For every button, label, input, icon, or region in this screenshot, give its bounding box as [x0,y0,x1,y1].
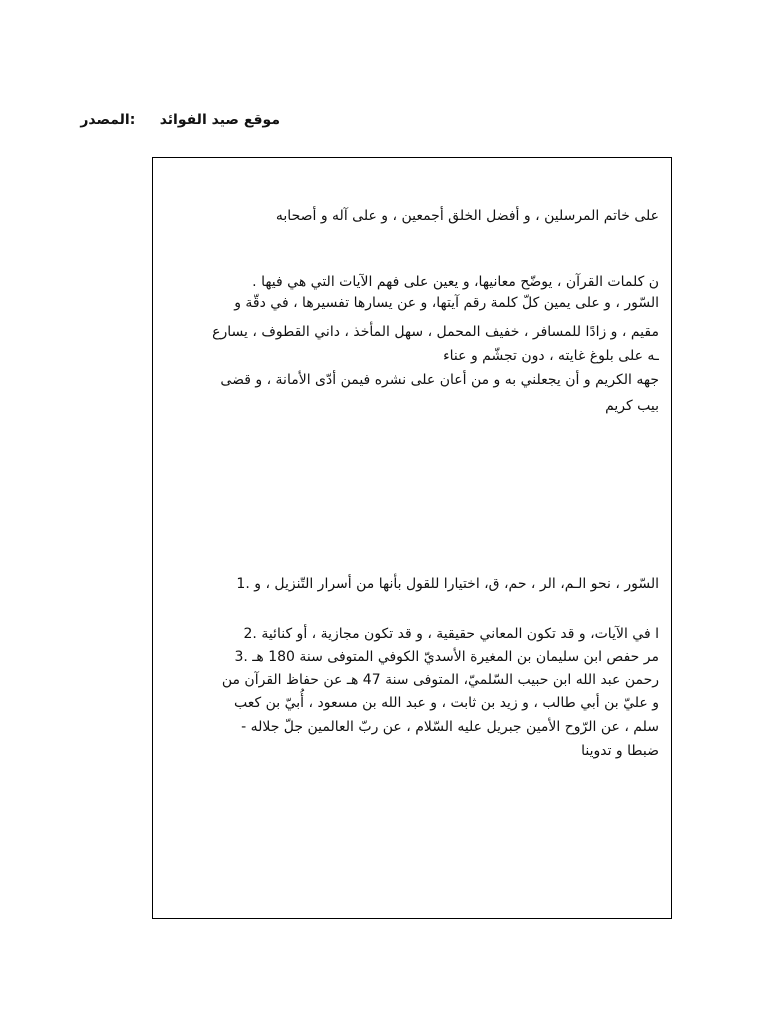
body-line: بيب كريم [605,398,659,414]
note-line: رحمن عبد الله ابن حبيب السّلميّ، المتوفى سنة 47 هـ عن حفاظ القرآن من [221,672,659,688]
body-line: ـه على بلوغ غايته ، دون تجشّم و عناء [443,348,659,364]
note-line: ا في الآيات، و قد تكون المعاني حقيقية ، و قد تكون مجازية ، أو كنائية .2 [243,626,659,642]
source-site: موقع صيد الفوائد [159,112,280,128]
document-text-area [151,150,659,930]
note-line: و عليّ بن أبي طالب ، و زيد بن ثابت ، و عبد الله بن مسعود ، أُبيّ بن كعب [233,695,659,711]
body-line: ن كلمات القرآن ، يوضّح معانيها، و يعين على فهم الآيات التي هي فيها . [252,274,659,290]
intro-line: على خاتم المرسلين ، و أفضل الخلق أجمعين ، و على آله و أصحابه [275,208,659,224]
body-line: مقيم ، و زادًا للمسافر ، خفيف المحمل ، سهل المأخذ ، داني القطوف ، يسارع [212,324,659,340]
note-line: ضبطا و تدوينا [581,743,659,759]
note-line: مر حفص ابن سليمان بن المغيرة الأسديّ الكوفي المتوفى سنة 180 هـ .3 [234,649,659,665]
body-line: السّور ، و على يمين كلّ كلمة رقم آيتها، و عن يسارها تفسيرها ، في دقّة و [234,295,659,311]
note-line: سلم ، عن الرّوح الأمين جبريل عليه السّلام ، عن ربّ العالمين جلّ جلاله - [241,719,659,735]
source-label: :المصدر [80,112,136,128]
note-line: السّور ، نحو الـم، الر ، حم، ق، اختيارا للقول بأنها من أسرار التّنزيل ، و .1 [236,576,659,592]
body-line: جهه الكريم و أن يجعلني به و من أعان على نشره فيمن أدّى الأمانة ، و قضى [220,372,659,388]
source-line [80,112,280,134]
